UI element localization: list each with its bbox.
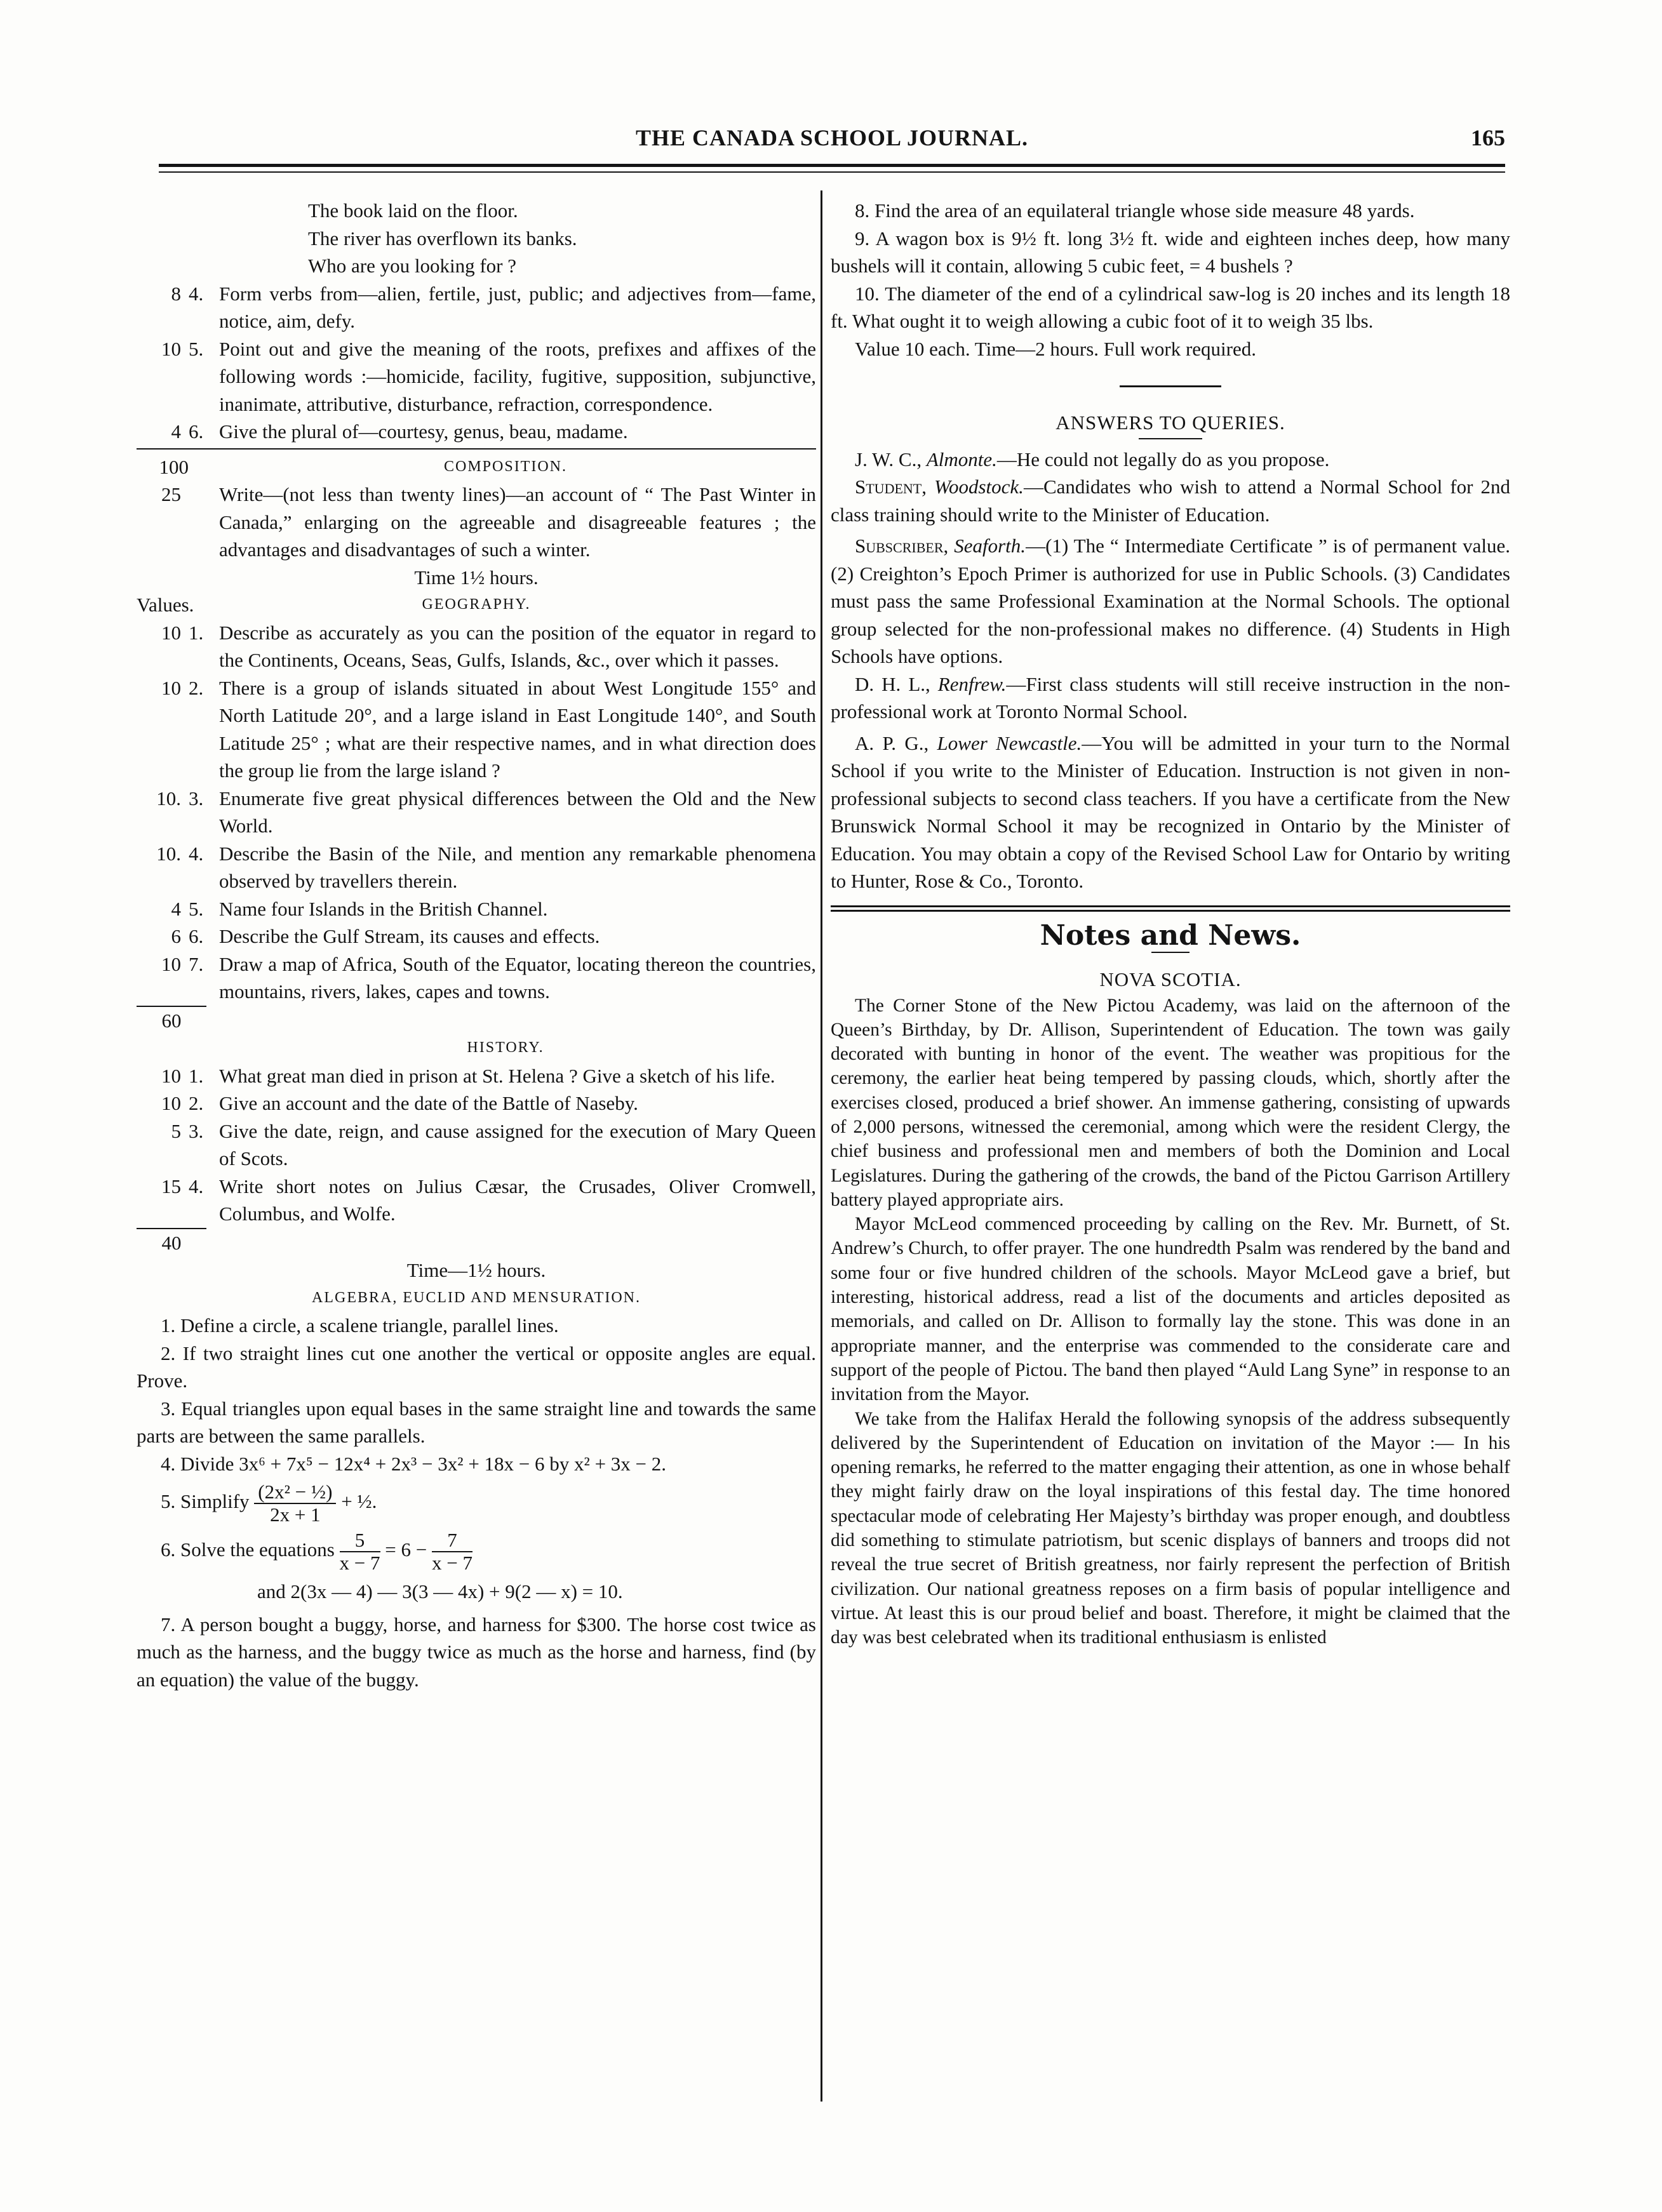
notes-rule [1151,952,1190,953]
grammar-question: 4 6. Give the plural of—courtesy, genus, beau, madame. [137,418,816,450]
answer-entry: Student, Woodstock.—Candidates who wish to attend a Normal School for 2nd class training should write to the Minister of Education. [831,476,1510,526]
journal-title: THE CANADA SCHOOL JOURNAL. [635,125,1029,150]
answers-rule [1139,438,1202,439]
geography-heading: GEOGRAPHY. [422,596,531,613]
news-body [831,994,1510,1650]
algebra-question-7: 7. A person bought a buggy, horse, and harness for $300. The horse cost twice as much as the harness, and the buggy twice as much as the horse and harness, find (by an equation) the value of the buggy. [137,1613,816,1691]
notes-heading: Notes and News. [1040,919,1301,952]
answer-entry: J. W. C., Almonte.—He could not legally do as you propose. [855,448,1330,470]
algebra-heading: ALGEBRA, EUCLID AND MENSURATION. [312,1289,641,1306]
algebra-question-3: 3. Equal triangles upon equal bases in the same straight line and towards the same parts are between the same parallels. [137,1397,816,1447]
mensuration-footer: Value 10 each. Time—2 hours. Full work required. [855,337,1256,360]
news-paragraph: Mayor McLeod commenced proceeding by calling on the Rev. Mr. Burnett, of St. Andrew’s Church, to offer prayer. The one hundredth Psalm was rendered by the band and some four or five hundred children of the schools. Mayor McLeod gave a brief, but interesting, historical address, read a list of the documents and articles deposited as memorials, and called on Dr. Allison to formally lay the stone. This was done in an appropriate manner, and the enterprise was commended to the considerate care and support of the people of Pictou. The band then played “Auld Lang Syne” in response to an invitation from the Mayor. [831,1214,1510,1405]
answers-heading: ANSWERS TO QUERIES. [1056,411,1285,434]
geography-total: 60 [137,1006,206,1035]
page-number: 165 [1471,125,1505,150]
history-question: 10 2. Give an account and the date of the Battle of Naseby. [161,1092,638,1114]
composition-heading: COMPOSITION. [443,458,567,475]
history-question: 5 3. Give the date, reign, and cause assigned for the execution of Mary Queen of Scots. [171,1119,816,1169]
algebra-question-4: 4. Divide 3x⁶ + 7x⁵ − 12x⁴ + 2x³ − 3x² + 18x − 6 by x² + 3x − 2. [161,1452,667,1475]
algebra-question-1: 1. Define a circle, a scalene triangle, parallel lines. [161,1314,559,1336]
fraction: $\frac{7}{x - 7}$ [432,1529,472,1574]
geography-heading-row [137,591,816,619]
values-label: Values. [137,594,194,616]
fraction: $\frac{\text{(2x² − ½)}}{2x + 1}$ [254,1481,336,1526]
mensuration-question: 8. Find the area of an equilateral triangle whose side measure 48 yards. [855,199,1415,222]
history-heading-row [137,1034,816,1062]
header-rule-thick [159,164,1505,167]
section-rule [1120,385,1221,387]
column-divider [821,190,822,2102]
geography-question: 10 2. There is a group of islands situated in about West Longitude 155° and North Latitude 20°, and a large island in East Longitude 140°, and South Latitude 25° ; what are their respective names, and in what direction does the group lie from the large island ? [161,676,816,782]
grammar-question: 8 4. Form verbs from—alien, fertile, just, public; and adjectives from—fame, notice, aim, defy. [171,282,816,332]
history-question: 10 1. What great man died in prison at St. Helena ? Give a sketch of his life. [161,1064,775,1087]
composition-question: 25 Write—(not less than twenty lines)—an account of “ The Past Winter in Canada,” enlarging on the agreeable and disagreeable features ; the advantages and disadvantages of such a winter. [161,483,816,561]
algebra-heading-row [137,1284,816,1312]
mensuration-question: 9. A wagon box is 9½ ft. long 3½ ft. wide and eighteen inches deep, how many bushels will it contain, allowing 5 cubic feet, = 4 bushels ? [831,227,1510,277]
geography-total-row [137,1006,816,1035]
news-paragraph: The Corner Stone of the New Pictou Academy, was laid on the afternoon of the Queen’s Birthday, by Dr. Allison, Superintendent of Education. The town was gaily decorated with bunting in honor of the event. The weather was propitious for the ceremony, the earlier heat being tempered by passing clouds, which, shortly after the exercises closed, produced a brief shower. An immense gathering, consisting of upwards of 2,000 persons, witnessed the ceremonial, among which were the resident Clergy, the chief business and professional men and members of both the Dominion and Local Legislatures. During the gathering of the crowds, the band of the Pictou Garrison Artillery battery played appropriate airs. [831,995,1510,1210]
mensuration-question: 10. The diameter of the end of a cylindrical saw-log is 20 inches and its length 18 ft. What ought it to weigh allowing a cubic foot of it to weigh 35 lbs. [831,282,1510,332]
history-total: 40 [137,1228,206,1257]
algebra-question-2: 2. If two straight lines cut one another the vertical or opposite angles are equal. Prove. [137,1342,816,1392]
answer-entry: D. H. L., Renfrew.—First class students will still receive instruction in the non-professional work at Toronto Normal School. [831,672,1510,723]
composition-total: 100 [159,455,189,478]
news-paragraph: We take from the Halifax Herald the following synopsis of the address subsequently delivered by the Superintendent of Education on invitation of the Mayor :— In his opening remarks, he referred to the matter engaging their attention, as one in whose behalf they might fairly draw on the loyal inspirations of this festal day. The time honored spectacular mode of celebrating Her Majesty’s birthday was proper enough, and doubtless did something to stimulate patriotism, but scenic displays of banners and troops did not reveal the true secret of British greatness, nor fairly represent the perfection of British civilization. Our national greatness reposes on a firm basis of popular intelligence and virtue. At least this is our proud belief and boast. Therefore, it might be claimed that the day was best celebrated when its traditional enthusiasm is enlisted [831,1408,1510,1648]
geography-question: 10 1. Describe as accurately as you can the position of the equator in regard to the Continents, Oceans, Seas, Gulfs, Islands, &c., over which it passes. [161,621,816,671]
left-column [137,197,816,1693]
grammar-line: The river has overflown its banks. [308,227,577,250]
notes-subheading: NOVA SCOTIA. [1099,968,1242,990]
composition-time: Time 1½ hours. [414,566,539,589]
algebra-question-5: 5. Simplify $\frac{\text{(2x² − ½)}}{2x + 1}$ + ½. [161,1481,377,1526]
geography-question: 10. 4. Describe the Basin of the Nile, and mention any remarkable phenomena observed by travellers therein. [156,842,816,892]
page-header [159,119,1505,157]
algebra-question-6: 6. Solve the equations $\frac{5}{x - 7}$ = 6 − $\frac{7}{x - 7}$ [161,1529,472,1574]
geography-question: 10 7. Draw a map of Africa, South of the Equator, locating thereon the countries, mountains, rivers, lakes, capes and towns. [161,952,816,1003]
header-rule-thin [159,171,1505,173]
algebra-question-6-second: and 2(3x — 4) — 3(3 — 4x) + 9(2 — x) = 10. [257,1580,623,1602]
notes-double-rule [831,905,1510,912]
geography-question: 4 5. Name four Islands in the British Channel. [171,897,548,920]
geography-question: 6 6. Describe the Gulf Stream, its causes and effects. [171,925,600,947]
right-column [831,197,1510,1650]
answer-entry: A. P. G., Lower Newcastle.—You will be admitted in your turn to the Normal School if you write to the Minister of Education. Instruction is not given in non-professional subjects to second class teachers. If you have a certificate from the New Brunswick Normal School it may be recognized in Ontario by the Minister of Education. You may obtain a copy of the Revised School Law for Ontario by writing to Hunter, Rose & Co., Toronto. [831,731,1510,892]
history-heading: HISTORY. [467,1039,544,1056]
composition-heading-row [137,453,816,481]
grammar-line: The book laid on the floor. [308,199,518,222]
history-time: Time—1½ hours. [406,1259,546,1281]
geography-question: 10. 3. Enumerate five great physical differences between the Old and the New World. [156,787,816,837]
fraction: $\frac{5}{x - 7}$ [339,1529,380,1574]
answer-entry: Subscriber, Seaforth.—(1) The “ Intermediate Certificate ” is of permanent value. (2) Creighton’s Epoch Primer is authorized for use in Public Schools. (3) Candidates must pass the same Professional Examination at the Normal Schools. The optional group selected for the non-professional makes no difference. (4) Students in High Schools have options. [831,535,1510,667]
history-question: 15 4. Write short notes on Julius Cæsar, the Crusades, Oliver Cromwell, Columbus, and Wolfe. [161,1175,816,1225]
grammar-line: Who are you looking for ? [308,255,516,277]
history-total-row [137,1228,816,1257]
grammar-question: 10 5. Point out and give the meaning of the roots, prefixes and affixes of the following words :—homicide, facility, fugitive, supposition, subjunctive, inanimate, attributive, disturbance, refraction, correspondence. [161,337,816,415]
